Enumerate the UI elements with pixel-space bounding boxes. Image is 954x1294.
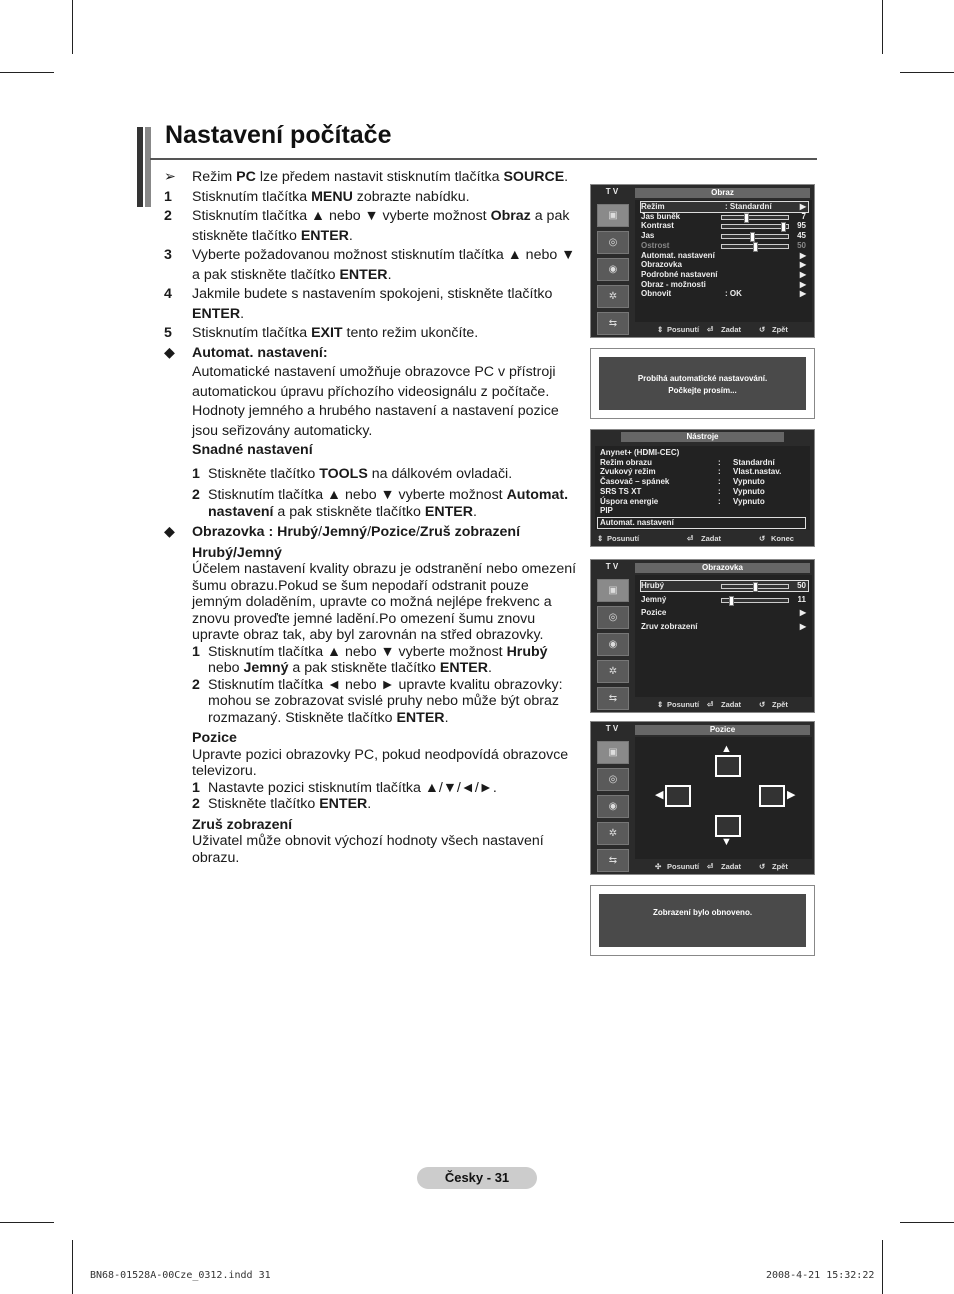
tools-item-value: Vypnuto bbox=[733, 486, 765, 496]
slider-track[interactable] bbox=[721, 244, 789, 249]
easy-heading: Snadné nastavení bbox=[192, 442, 313, 458]
foot-enter: Zadat bbox=[721, 325, 742, 334]
crop-mark bbox=[900, 1222, 954, 1223]
setup-icon[interactable]: ✲ bbox=[597, 660, 629, 683]
menu-item[interactable] bbox=[641, 270, 808, 280]
menu-item[interactable] bbox=[641, 289, 808, 299]
input-icon[interactable]: ⇆ bbox=[597, 687, 629, 710]
tools-item[interactable] bbox=[598, 506, 805, 516]
menu-item-setting: : Standardní bbox=[725, 202, 772, 211]
foot-move: Posunutí bbox=[667, 325, 700, 334]
message-line: Probíhá automatické nastavování. bbox=[637, 374, 768, 383]
tools-item[interactable] bbox=[598, 448, 805, 458]
osd-header: Obraz bbox=[635, 188, 810, 198]
tools-item-label: Anynet+ (HDMI-CEC) bbox=[600, 448, 680, 457]
auto-text-2: Hodnoty jemného a hrubého nastavení a nastavení pozice jsou seřizovány automaticky. bbox=[192, 403, 559, 439]
up-arrow-icon[interactable]: ▲ bbox=[721, 743, 732, 755]
position-frame-left bbox=[665, 785, 691, 807]
easy-step-1: 1 Stiskněte tlačítko TOOLS na dálkovém ovladači. bbox=[192, 465, 513, 482]
message-line: Počkejte prosím... bbox=[668, 386, 737, 395]
foot-back: Zpět bbox=[772, 325, 788, 334]
position-area bbox=[635, 737, 812, 859]
page-title: Nastavení počítače bbox=[165, 121, 392, 149]
menu-item-setting: : OK bbox=[725, 289, 742, 299]
menu-item-value: 95 bbox=[797, 221, 806, 231]
crop-mark bbox=[72, 1240, 73, 1294]
slider-track[interactable] bbox=[721, 598, 789, 603]
foot-enter: Zadat bbox=[721, 700, 742, 709]
tools-item[interactable] bbox=[598, 518, 805, 528]
menu-item-label: Automat. nastavení bbox=[641, 250, 715, 260]
menu-item-value: ▶ bbox=[799, 279, 806, 289]
auto-heading: ◆ Automat. nastavení: bbox=[164, 344, 582, 364]
menu-item[interactable] bbox=[641, 202, 808, 212]
tools-item-label: SRS TS XT bbox=[600, 486, 642, 496]
sound-icon[interactable]: ◎ bbox=[597, 768, 629, 791]
tools-item-label: Automat. nastavení bbox=[600, 517, 674, 527]
setup-icon[interactable]: ✲ bbox=[597, 822, 629, 845]
foot-enter: Zadat bbox=[701, 534, 722, 543]
title-rule bbox=[150, 158, 817, 160]
foot-enter: Zadat bbox=[721, 862, 742, 871]
position-step-1: 1 Nastavte pozici stisknutím tlačítka ▲/▼/◄/►. bbox=[192, 779, 497, 796]
menu-item[interactable] bbox=[641, 212, 808, 222]
menu-item-label: Obraz - možnosti bbox=[641, 279, 706, 289]
foot-move: Posunutí bbox=[667, 862, 700, 871]
slider-knob[interactable] bbox=[753, 582, 758, 592]
menu-item-value: 7 bbox=[801, 211, 806, 221]
picture-icon[interactable]: ▣ bbox=[597, 741, 629, 764]
input-icon[interactable]: ⇆ bbox=[597, 849, 629, 872]
screen-heading: ◆ Obrazovka : Hrubý/Jemný/Pozice/Zruš zobrazení bbox=[164, 523, 582, 543]
step-3: 3 Vyberte požadovanou možnost stisknutím tlačítka ▲ nebo ▼ a pak stiskněte tlačítko ENTER. bbox=[164, 247, 576, 283]
slider-track[interactable] bbox=[721, 224, 789, 229]
step-4: 4 Jakmile budete s nastavením spokojeni, stiskněte tlačítko ENTER. bbox=[164, 286, 553, 322]
crop-mark bbox=[882, 0, 883, 54]
menu-item-label: Zruv zobrazení bbox=[641, 621, 698, 631]
move-icon: ⇕ bbox=[597, 534, 604, 543]
menu-item-value: 50 bbox=[797, 581, 806, 590]
menu-item[interactable] bbox=[641, 595, 808, 605]
foot-move: Posunutí bbox=[607, 534, 640, 543]
input-icon[interactable]: ⇆ bbox=[597, 312, 629, 335]
auto-adjust-message bbox=[590, 348, 815, 419]
menu-item-label: Režim bbox=[641, 202, 665, 211]
menu-item-value: ▶ bbox=[799, 621, 806, 631]
menu-item[interactable] bbox=[641, 231, 808, 241]
tools-item-label: PIP bbox=[600, 506, 613, 516]
tools-list bbox=[595, 446, 810, 530]
sound-icon[interactable]: ◎ bbox=[597, 231, 629, 254]
move-all-icon: ✣ bbox=[655, 862, 662, 871]
foot-exit: Konec bbox=[771, 534, 794, 543]
osd-tv-label: T V bbox=[605, 562, 619, 571]
tools-item-value: Standardní bbox=[733, 457, 775, 467]
menu-item-label: Pozice bbox=[641, 608, 667, 617]
position-text: Upravte pozici obrazovky PC, pokud neodpovídá obrazovce televizoru. bbox=[192, 746, 569, 779]
osd-main bbox=[635, 575, 812, 697]
menu-item-value: 11 bbox=[797, 594, 806, 604]
slider-track[interactable] bbox=[721, 234, 789, 239]
crop-mark bbox=[882, 1240, 883, 1294]
position-frame-up bbox=[715, 755, 741, 777]
move-icon: ⇕ bbox=[657, 700, 664, 709]
tools-item-label: Úspora energie bbox=[600, 496, 659, 506]
tools-item-sep: : bbox=[718, 486, 721, 496]
instruction-text bbox=[164, 168, 582, 866]
left-arrow-icon[interactable]: ◀ bbox=[655, 789, 664, 801]
tools-item[interactable] bbox=[598, 477, 805, 487]
enter-icon: ⏎ bbox=[687, 534, 694, 543]
foot-back: Zpět bbox=[772, 862, 788, 871]
crop-mark bbox=[900, 72, 954, 73]
menu-item-value: 50 bbox=[797, 240, 806, 250]
osd-footer bbox=[591, 531, 814, 546]
osd-sidebar bbox=[591, 737, 635, 866]
tools-item-sep: : bbox=[718, 477, 721, 487]
return-icon: ↺ bbox=[759, 700, 766, 709]
position-step-2: 2 Stiskněte tlačítko ENTER. bbox=[192, 796, 372, 812]
menu-item-label: Ostrost bbox=[641, 240, 670, 250]
slider-track[interactable] bbox=[721, 584, 789, 589]
reset-message bbox=[590, 885, 815, 956]
menu-item[interactable] bbox=[641, 280, 808, 290]
osd-position-screen bbox=[590, 721, 815, 875]
return-icon: ↺ bbox=[759, 862, 766, 871]
channel-icon[interactable]: ◉ bbox=[597, 795, 629, 818]
step-1: 1 Stisknutím tlačítka MENU zobrazte nabídku. bbox=[164, 188, 470, 205]
setup-icon[interactable]: ✲ bbox=[597, 285, 629, 308]
foot-back: Zpět bbox=[772, 700, 788, 709]
return-icon: ↺ bbox=[759, 534, 766, 543]
menu-item[interactable] bbox=[641, 241, 808, 251]
title-accent-bar bbox=[137, 127, 143, 207]
crop-mark bbox=[0, 1222, 54, 1223]
tools-item-value: Vlast.nastav. bbox=[733, 467, 782, 477]
osd-sidebar bbox=[591, 200, 635, 329]
print-timestamp: 2008-4-21 15:32:22 bbox=[766, 1270, 875, 1281]
position-frame-down bbox=[715, 815, 741, 837]
menu-item[interactable] bbox=[641, 251, 808, 261]
osd-tv-label: T V bbox=[605, 724, 619, 733]
easy-step-2: 2 Stisknutím tlačítka ▲ nebo ▼ vyberte možnost Automat. nastavení a pak stiskněte tlačítko ENTER. bbox=[192, 487, 569, 520]
auto-text-1: Automatické nastavení umožňuje obrazovce PC v přístroji automatickou úpravu příchozího videosignálu z počítače. bbox=[192, 364, 556, 400]
tools-item[interactable] bbox=[598, 487, 805, 497]
tools-item[interactable] bbox=[598, 497, 805, 507]
page-number: Česky - 31 bbox=[417, 1167, 537, 1189]
tools-item[interactable] bbox=[598, 458, 805, 468]
arrow-icon: ➢ bbox=[164, 169, 176, 185]
slider-track[interactable] bbox=[721, 215, 789, 220]
tools-item-label: Režim obrazu bbox=[600, 457, 653, 467]
menu-item-value: ▶ bbox=[799, 289, 806, 299]
osd-header: Obrazovka bbox=[635, 563, 810, 573]
foot-move: Posunutí bbox=[667, 700, 700, 709]
position-frame-right bbox=[759, 785, 785, 807]
diamond-bullet-icon: ◆ bbox=[164, 344, 175, 361]
enter-icon: ⏎ bbox=[707, 700, 714, 709]
tools-item-sep: : bbox=[718, 457, 721, 467]
step-5: 5 Stisknutím tlačítka EXIT tento režim ukončíte. bbox=[164, 325, 479, 341]
coarse-step-2: 2 Stisknutím tlačítka ◄ nebo ► upravte kvalitu obrazovky: mohou se zobrazovat svislé pruhy nebo může být obraz rozmazaný. Stiskněte tlačítko ENTER. bbox=[192, 676, 563, 726]
return-icon: ↺ bbox=[759, 325, 766, 334]
slider-knob[interactable] bbox=[729, 596, 734, 606]
menu-item[interactable] bbox=[641, 260, 808, 270]
position-heading: Pozice bbox=[192, 730, 237, 746]
osd-header: Pozice bbox=[635, 725, 810, 735]
channel-icon[interactable]: ◉ bbox=[597, 258, 629, 281]
right-arrow-icon[interactable]: ▶ bbox=[787, 789, 796, 801]
menu-item-value: ▶ bbox=[799, 250, 806, 260]
picture-icon[interactable]: ▣ bbox=[597, 204, 629, 227]
menu-item[interactable] bbox=[641, 622, 808, 632]
coarse-heading: Hrubý/Jemný bbox=[192, 544, 282, 561]
osd-footer bbox=[591, 697, 814, 712]
picture-icon[interactable]: ▣ bbox=[597, 579, 629, 602]
osd-screen-menu bbox=[590, 559, 815, 713]
osd-tools-menu bbox=[590, 429, 815, 547]
osd-footer bbox=[591, 859, 814, 874]
message-line: Zobrazení bylo obnoveno. bbox=[652, 908, 753, 917]
reset-heading: Zruš zobrazení bbox=[192, 816, 293, 833]
osd-footer bbox=[591, 322, 814, 337]
tools-item-value: Vypnuto bbox=[733, 496, 765, 506]
menu-item-value: ▶ bbox=[799, 202, 806, 211]
diamond-bullet-icon: ◆ bbox=[164, 524, 175, 540]
coarse-step-1: 1 Stisknutím tlačítka ▲ nebo ▼ vyberte možnost Hrubý nebo Jemný a pak stiskněte tlačítko ENTER. bbox=[192, 643, 548, 676]
title-accent-bar bbox=[145, 127, 151, 207]
tools-item-sep: : bbox=[718, 467, 721, 477]
osd-tv-label: T V bbox=[605, 187, 619, 196]
tools-item-sep: : bbox=[718, 496, 721, 506]
crop-mark bbox=[72, 0, 73, 54]
menu-item-label: Podrobné nastavení bbox=[641, 269, 718, 279]
tools-item-value: Vypnuto bbox=[733, 477, 765, 487]
menu-item-label: Jas bbox=[641, 231, 655, 241]
intro-note: ➢ Režim PC lze předem nastavit stisknutím tlačítka SOURCE. bbox=[164, 168, 582, 188]
menu-item[interactable] bbox=[641, 581, 808, 591]
menu-item-label: Hrubý bbox=[641, 581, 665, 590]
osd-header: Nástroje bbox=[621, 432, 784, 442]
tools-item-label: Zvukový režim bbox=[600, 467, 656, 477]
osd-main bbox=[635, 200, 812, 322]
menu-item-value: ▶ bbox=[799, 260, 806, 270]
down-arrow-icon[interactable]: ▼ bbox=[721, 836, 732, 848]
enter-icon: ⏎ bbox=[707, 862, 714, 871]
crop-mark bbox=[0, 72, 54, 73]
menu-item[interactable] bbox=[641, 221, 808, 231]
channel-icon[interactable]: ◉ bbox=[597, 633, 629, 656]
menu-item-value: ▶ bbox=[799, 269, 806, 279]
menu-item-value: 45 bbox=[797, 231, 806, 241]
menu-item-label: Obnovit bbox=[641, 289, 672, 299]
osd-picture-menu bbox=[590, 184, 815, 338]
coarse-text: Účelem nastavení kvality obrazu je odstranění nebo omezení šumu obrazu.Pokud se šum nepodaří odstranit pouze jemným doladěním, upravte co možná nejlépe frekvenc a znovu proveďte jemné ladění.Po omezení šumu znovu upravte obraz tak, aby byl zarovnán na střed obrazovky. bbox=[192, 561, 577, 643]
tools-item-label: Časovač – spánek bbox=[600, 477, 670, 487]
menu-item-label: Jemný bbox=[641, 594, 667, 604]
osd-sidebar bbox=[591, 575, 635, 704]
menu-item-label: Kontrast bbox=[641, 221, 674, 231]
reset-text: Uživatel může obnovit výchozí hodnoty všech nastavení obrazu. bbox=[192, 833, 544, 866]
menu-item[interactable] bbox=[641, 608, 808, 618]
tools-item[interactable] bbox=[598, 467, 805, 477]
menu-item-label: Jas buněk bbox=[641, 211, 681, 221]
print-file-info: BN68-01528A-00Cze_0312.indd 31 bbox=[90, 1270, 271, 1281]
menu-item-value: ▶ bbox=[799, 608, 806, 617]
step-2: 2 Stisknutím tlačítka ▲ nebo ▼ vyberte možnost Obraz a pak stiskněte tlačítko ENTER. bbox=[164, 208, 570, 244]
enter-icon: ⏎ bbox=[707, 325, 714, 334]
menu-item-label: Obrazovka bbox=[641, 260, 682, 270]
move-icon: ⇕ bbox=[657, 325, 664, 334]
sound-icon[interactable]: ◎ bbox=[597, 606, 629, 629]
